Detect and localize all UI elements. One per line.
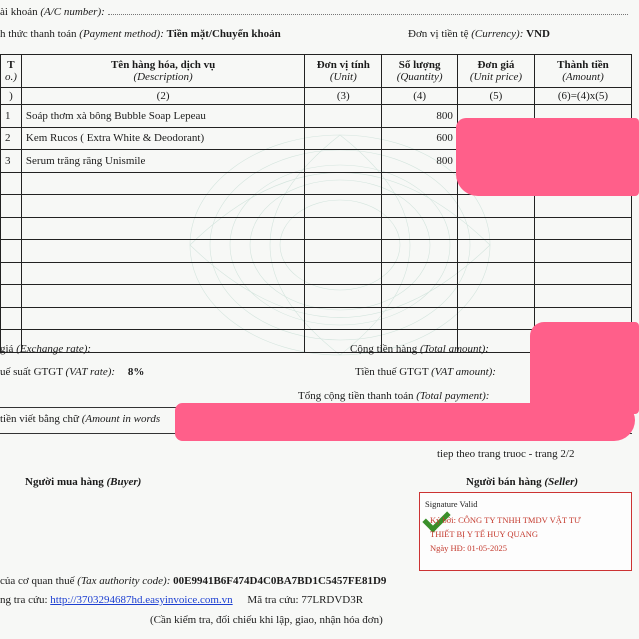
col-num-3: (3) bbox=[305, 88, 382, 105]
page-continuation: tiep theo trang truoc - trang 2/2 bbox=[437, 448, 575, 460]
col-num-6: (6)=(4)x(5) bbox=[534, 88, 631, 105]
row-quantity: 800 bbox=[382, 105, 458, 128]
lookup-link[interactable]: http://3703294687hd.easyinvoice.com.vn bbox=[50, 594, 233, 606]
col-num-1: ) bbox=[1, 88, 22, 105]
redaction-mark bbox=[175, 403, 635, 441]
empty-row bbox=[1, 285, 632, 308]
col-header-no: T o.) bbox=[1, 55, 22, 88]
currency-line bbox=[408, 28, 550, 40]
amount-in-words-line bbox=[0, 413, 160, 425]
items-table bbox=[0, 54, 632, 353]
col-header-amount: Thành tiền (Amount) bbox=[534, 55, 631, 88]
empty-row bbox=[1, 195, 632, 218]
col-header-description: Tên hàng hóa, dịch vụ (Description) bbox=[21, 55, 304, 88]
currency-label-en: (Currency): bbox=[471, 28, 524, 40]
vat-rate-label-en: (VAT rate): bbox=[65, 366, 116, 378]
row-no: 2 bbox=[1, 127, 22, 150]
signature-valid-text: Signature Valid bbox=[425, 499, 478, 509]
total-amount-line bbox=[350, 343, 489, 355]
lookup-code-value: 77LRDVD3R bbox=[301, 594, 364, 606]
account-label: ài khoản bbox=[0, 6, 38, 18]
redaction-mark bbox=[530, 322, 639, 414]
signed-by-text: Ký bởi: CÔNG TY TNHH TMDV VẬT TƯ bbox=[430, 515, 581, 525]
tax-code-label-en: (Tax authority code): bbox=[77, 575, 171, 587]
row-quantity: 600 bbox=[382, 127, 458, 150]
column-number-row bbox=[1, 88, 632, 105]
exchange-label: giá bbox=[0, 343, 14, 355]
total-amount-label: Cộng tiền hàng bbox=[350, 343, 418, 355]
row-unit bbox=[305, 150, 382, 173]
empty-row bbox=[1, 262, 632, 285]
tax-authority-code-line bbox=[0, 575, 386, 587]
sign-date: Ngày HĐ: 01-05-2025 bbox=[430, 543, 507, 553]
row-description: Kem Rucos ( Extra White & Deodorant) bbox=[21, 127, 304, 150]
row-description: Serum trăng răng Unismile bbox=[21, 150, 304, 173]
vat-amount-label-en: (VAT amount): bbox=[431, 366, 496, 378]
seller-label: Người bán hàng (Seller) bbox=[466, 476, 579, 488]
row-quantity: 800 bbox=[382, 150, 458, 173]
empty-row bbox=[1, 217, 632, 240]
account-number-line bbox=[0, 6, 628, 18]
words-label-en: (Amount in words bbox=[81, 413, 161, 425]
row-unit bbox=[305, 105, 382, 128]
vat-rate-label: uế suất GTGT bbox=[0, 366, 63, 378]
payment-value: Tiền mặt/Chuyển khoản bbox=[166, 28, 281, 40]
row-unit bbox=[305, 127, 382, 150]
col-header-unit-price: Đơn giá (Unit price) bbox=[457, 55, 534, 88]
total-payment-line bbox=[298, 390, 489, 402]
row-no: 3 bbox=[1, 150, 22, 173]
col-num-5: (5) bbox=[457, 88, 534, 105]
tax-code-value: 00E9941B6F474D4C0BA7BD1C5457FE81D9 bbox=[173, 575, 387, 587]
currency-label: Đơn vị tiền tệ bbox=[408, 28, 469, 40]
total-amount-label-en: (Total amount): bbox=[419, 343, 489, 355]
account-label-en: (A/C number): bbox=[40, 6, 105, 18]
vat-amount-line bbox=[355, 366, 496, 378]
lookup-line bbox=[0, 594, 363, 606]
digital-signature-box bbox=[419, 492, 632, 571]
total-payment-label-en: (Total payment): bbox=[416, 390, 490, 402]
footer-note: (Cần kiểm tra, đối chiếu khi lập, giao, nhận hóa đơn) bbox=[150, 614, 383, 626]
empty-row bbox=[1, 240, 632, 263]
words-label: tiền viết bằng chữ bbox=[0, 413, 79, 425]
exchange-rate-line bbox=[0, 343, 91, 355]
vat-rate-line bbox=[0, 366, 144, 378]
row-description: Soáp thơm xà bông Bubble Soap Lepeau bbox=[21, 105, 304, 128]
payment-label-en: (Payment method): bbox=[79, 28, 164, 40]
payment-method-line bbox=[0, 28, 281, 40]
lookup-code-label: Mã tra cứu: bbox=[247, 594, 299, 606]
row-no: 1 bbox=[1, 105, 22, 128]
col-num-2: (2) bbox=[21, 88, 304, 105]
total-payment-label: Tổng cộng tiền thanh toán bbox=[298, 390, 414, 402]
payment-label: h thức thanh toán bbox=[0, 28, 77, 40]
vat-rate-value: 8% bbox=[127, 366, 145, 378]
col-num-4: (4) bbox=[382, 88, 458, 105]
buyer-label: Người mua hàng (Buyer) bbox=[25, 476, 142, 488]
currency-value: VND bbox=[526, 28, 550, 40]
col-header-quantity: Số lượng (Quantity) bbox=[382, 55, 458, 88]
signed-by-company: THIẾT BỊ Y TẾ HUY QUANG bbox=[430, 529, 539, 539]
exchange-label-en: (Exchange rate): bbox=[16, 343, 92, 355]
tax-code-label: của cơ quan thuế bbox=[0, 575, 75, 587]
col-header-unit: Đơn vị tính (Unit) bbox=[305, 55, 382, 88]
redaction-mark bbox=[456, 118, 639, 196]
table-header-row bbox=[1, 55, 632, 88]
vat-amount-label: Tiền thuế GTGT bbox=[355, 366, 429, 378]
lookup-label: ng tra cứu: bbox=[0, 594, 48, 606]
